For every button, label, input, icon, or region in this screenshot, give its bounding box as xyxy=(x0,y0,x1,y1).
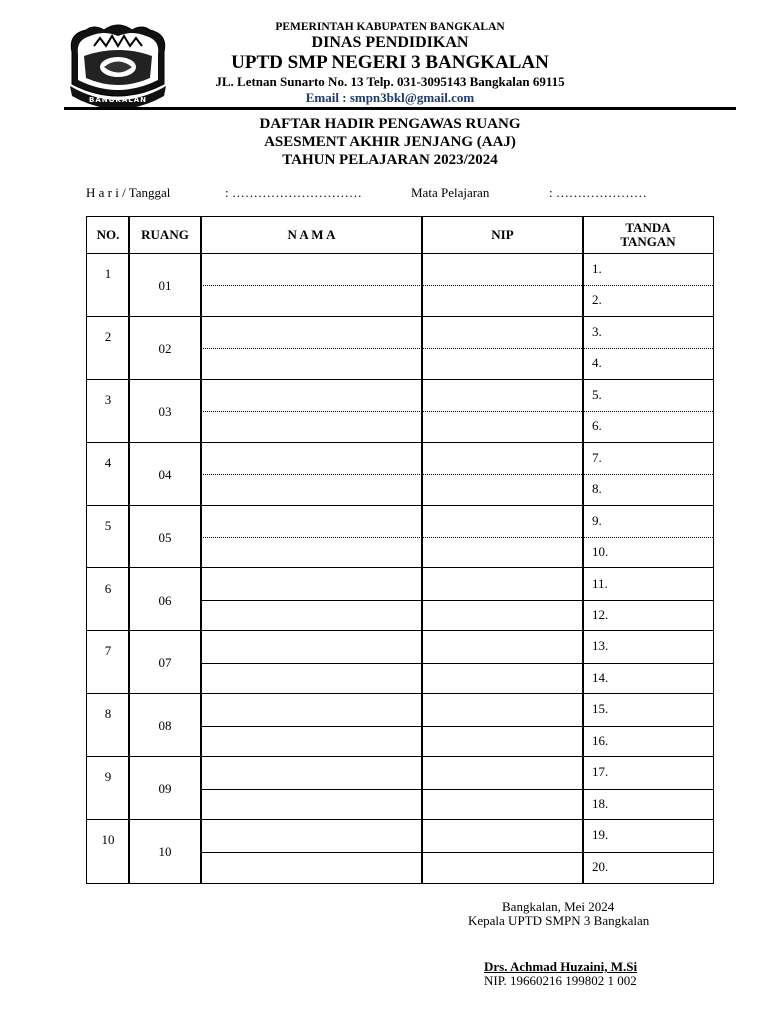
table-body xyxy=(87,254,713,883)
row-number: 9 xyxy=(104,769,112,785)
nip-field[interactable] xyxy=(424,696,580,723)
signature-slot-number[interactable]: 8. xyxy=(592,481,602,497)
signature-split-line xyxy=(583,789,713,790)
row-split-line xyxy=(201,411,582,412)
nip-field[interactable] xyxy=(424,319,580,346)
nama-field[interactable] xyxy=(203,602,419,629)
signature-slot-number[interactable]: 11. xyxy=(592,575,608,591)
column-divider xyxy=(200,217,202,883)
nip-field[interactable] xyxy=(424,382,580,409)
row-number: 1 xyxy=(104,266,112,281)
nama-field[interactable] xyxy=(203,256,419,283)
signature-split-line xyxy=(583,537,713,538)
school-address: JL. Letnan Sunarto No. 13 Telp. 031-3095143 Bangkalan 69115 xyxy=(215,74,565,89)
row-split-line xyxy=(201,285,582,286)
column-divider xyxy=(421,217,423,883)
nama-field[interactable] xyxy=(203,382,419,409)
signature-slot-number[interactable]: 5. xyxy=(592,386,602,402)
signature-slot-number[interactable]: 18. xyxy=(592,795,609,811)
title-line-1: DAFTAR HADIR PENGAWAS RUANG xyxy=(259,116,521,132)
room-number: 03 xyxy=(158,403,172,419)
signature-split-line xyxy=(583,663,713,664)
nip-field[interactable] xyxy=(424,445,580,472)
signature-slot-number[interactable]: 19. xyxy=(592,827,609,843)
table-row xyxy=(87,757,713,820)
row-split-line xyxy=(201,600,582,601)
nama-field[interactable] xyxy=(203,413,419,440)
table-row xyxy=(87,631,713,694)
signature-slot-number[interactable]: 16. xyxy=(592,732,609,748)
nip-field[interactable] xyxy=(424,413,580,440)
signature-slot-number[interactable]: 15. xyxy=(592,701,609,717)
nip-field[interactable] xyxy=(424,854,580,881)
nama-field[interactable] xyxy=(203,633,419,660)
row-split-line xyxy=(201,348,582,349)
nama-field[interactable] xyxy=(203,539,419,566)
room-number: 07 xyxy=(158,655,172,671)
signature-split-line xyxy=(583,474,713,475)
row-split-line xyxy=(201,852,582,853)
nama-field[interactable] xyxy=(203,571,419,598)
room-number: 10 xyxy=(158,844,172,860)
nama-field[interactable] xyxy=(203,665,419,692)
signature-position: Kepala UPTD SMPN 3 Bangkalan xyxy=(468,913,650,928)
row-number: 5 xyxy=(104,517,112,533)
row-split-line xyxy=(201,789,582,790)
regency-emblem-logo xyxy=(64,22,172,108)
nama-field[interactable] xyxy=(203,476,419,503)
document-title xyxy=(0,115,768,169)
room-number: 05 xyxy=(158,529,172,545)
signature-slot-number[interactable]: 20. xyxy=(592,858,609,874)
row-split-line xyxy=(201,663,582,664)
signature-nip: NIP. 19660216 199802 1 002 xyxy=(484,973,637,988)
table-row xyxy=(87,569,713,632)
subject-label: Mata Pelajaran xyxy=(411,185,490,200)
nama-field[interactable] xyxy=(203,854,419,881)
signature-slot-number[interactable]: 13. xyxy=(592,638,609,654)
column-divider xyxy=(582,217,584,883)
nip-field[interactable] xyxy=(424,508,580,535)
column-divider xyxy=(128,217,130,883)
signature-slot-number[interactable]: 4. xyxy=(592,355,602,371)
signature-split-line xyxy=(583,852,713,853)
row-number: 4 xyxy=(104,454,112,470)
nama-field[interactable] xyxy=(203,445,419,472)
nama-field[interactable] xyxy=(203,350,419,377)
header-nama: N A M A xyxy=(287,227,336,242)
signature-slot-number[interactable]: 17. xyxy=(592,764,609,780)
header-nip: NIP xyxy=(491,227,514,242)
nip-field[interactable] xyxy=(424,759,580,786)
signature-slot-number[interactable]: 3. xyxy=(592,323,602,339)
signature-slot-number[interactable]: 9. xyxy=(592,512,602,528)
nama-field[interactable] xyxy=(203,696,419,723)
room-number: 04 xyxy=(158,466,172,482)
signature-name: Drs. Achmad Huzaini, M.Si xyxy=(484,959,638,974)
government-name: PEMERINTAH KABUPATEN BANGKALAN xyxy=(275,21,505,33)
room-number: 09 xyxy=(158,781,172,797)
room-number: 08 xyxy=(158,718,172,734)
signature-split-line xyxy=(583,726,713,727)
nip-field[interactable] xyxy=(424,633,580,660)
signature-slot-number[interactable]: 2. xyxy=(592,292,602,308)
row-split-line xyxy=(201,474,582,475)
nama-field[interactable] xyxy=(203,759,419,786)
row-number: 3 xyxy=(104,391,112,407)
table-header xyxy=(87,217,713,254)
signature-slot-number[interactable]: 7. xyxy=(592,449,602,465)
table-row xyxy=(87,820,713,883)
nip-field[interactable] xyxy=(424,539,580,566)
table-row xyxy=(87,317,713,380)
nip-field[interactable] xyxy=(424,287,580,314)
subject-field[interactable]: : ………………… xyxy=(549,185,647,200)
table-row xyxy=(87,506,713,569)
nip-field[interactable] xyxy=(424,571,580,598)
nip-field[interactable] xyxy=(424,791,580,818)
signature-split-line xyxy=(583,285,713,286)
letterhead xyxy=(0,0,768,112)
row-split-line xyxy=(201,726,582,727)
school-name: UPTD SMP NEGERI 3 BANGKALAN xyxy=(231,52,549,73)
signature-place-date: Bangkalan, Mei 2024 xyxy=(502,899,615,914)
signature-slot-number[interactable]: 14. xyxy=(592,669,609,685)
letterhead-divider xyxy=(64,107,736,110)
row-split-line xyxy=(201,537,582,538)
nip-field[interactable] xyxy=(424,665,580,692)
nip-field[interactable] xyxy=(424,822,580,849)
row-number: 8 xyxy=(104,706,112,722)
nip-field[interactable] xyxy=(424,256,580,283)
nip-field[interactable] xyxy=(424,476,580,503)
nip-field[interactable] xyxy=(424,350,580,377)
nama-field[interactable] xyxy=(203,508,419,535)
department-name: DINAS PENDIDIKAN xyxy=(311,34,469,51)
row-number: 7 xyxy=(104,643,112,659)
signature-split-line xyxy=(583,411,713,412)
day-date-label: H a r i / Tanggal xyxy=(86,185,171,200)
room-number: 01 xyxy=(158,278,172,293)
signature-slot-number[interactable]: 12. xyxy=(592,606,609,622)
row-number: 6 xyxy=(104,580,112,596)
room-number: 02 xyxy=(158,340,172,356)
room-number: 06 xyxy=(158,592,172,608)
title-line-3: TAHUN PELAJARAN 2023/2024 xyxy=(282,152,498,168)
header-no: NO. xyxy=(96,227,120,242)
signature-slot-number[interactable]: 1. xyxy=(592,261,602,276)
signature-slot-number[interactable]: 10. xyxy=(592,544,609,560)
letterhead-text xyxy=(180,20,600,106)
nama-field[interactable] xyxy=(203,319,419,346)
school-email: Email : smpn3bkl@gmail.com xyxy=(305,90,475,105)
nama-field[interactable] xyxy=(203,287,419,314)
nip-field[interactable] xyxy=(424,602,580,629)
logo-banner-text: BANGKALAN xyxy=(89,96,147,104)
header-tanda-tangan: TANDA TANGAN xyxy=(620,220,676,249)
nip-field[interactable] xyxy=(424,728,580,755)
table-row xyxy=(87,443,713,506)
nama-field[interactable] xyxy=(203,822,419,849)
day-date-field[interactable]: : ………………………… xyxy=(225,185,362,200)
nama-field[interactable] xyxy=(203,791,419,818)
signature-slot-number[interactable]: 6. xyxy=(592,418,602,434)
table-row xyxy=(87,380,713,443)
signature-split-line xyxy=(583,348,713,349)
title-line-2: ASESMENT AKHIR JENJANG (AAJ) xyxy=(264,134,516,150)
table-row xyxy=(87,254,713,317)
nama-field[interactable] xyxy=(203,728,419,755)
row-number: 10 xyxy=(101,832,115,848)
table-row xyxy=(87,694,713,757)
signature-split-line xyxy=(583,600,713,601)
row-number: 2 xyxy=(104,328,112,344)
attendance-table xyxy=(86,216,714,884)
header-ruang: RUANG xyxy=(141,227,189,242)
